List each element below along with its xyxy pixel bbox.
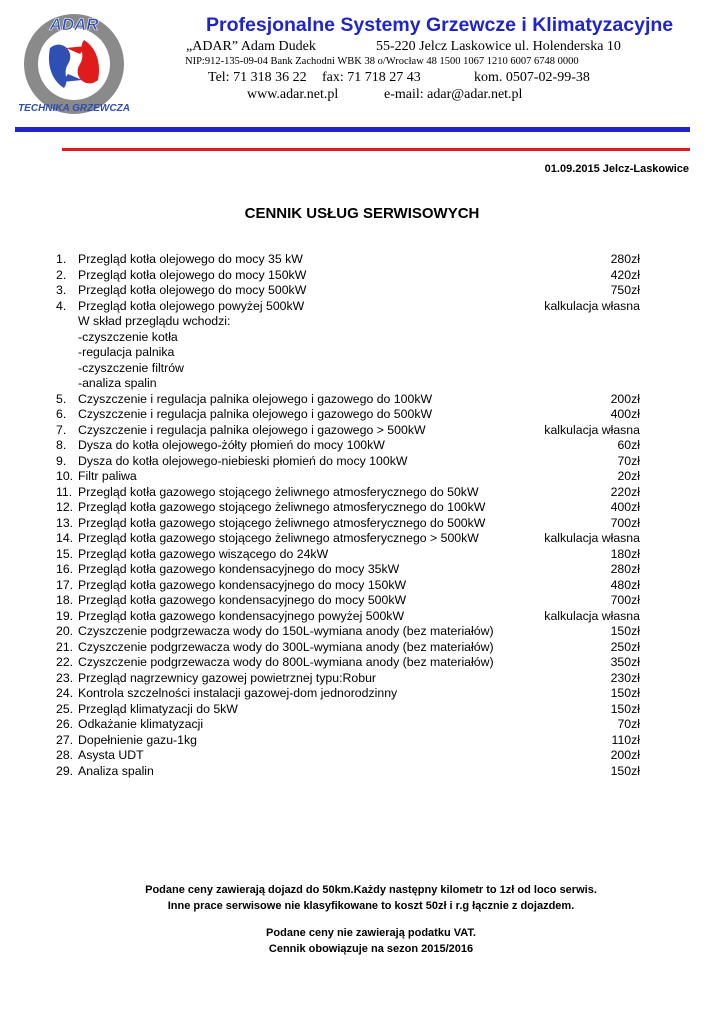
item-description: Przegląd kotła gazowego wiszącego do 24kW [78, 546, 329, 561]
item-description: Czyszczenie podgrzewacza wody do 300L-wymiana anody (bez materiałów) [78, 639, 494, 654]
item-description: Kontrola szczelności instalacji gazowej-dom jednorodzinny [78, 686, 398, 700]
note-line: Podane ceny zawierają dojazd do 50km.Każdy następny kilometr to 1zł od loco serwis. [145, 884, 597, 896]
item-price: 750zł [610, 283, 640, 297]
item-description: Przegląd kotła gazowego stojącego żeliwnego atmosferycznego do 100kW [78, 500, 486, 514]
company-address: 55-220 Jelcz Laskowice ul. Holenderska 10 [376, 39, 621, 54]
item-description: Przegląd kotła gazowego stojącego żeliwnego atmosferycznego do 500kW [78, 515, 486, 530]
company-title: Profesjonalne Systemy Grzewcze i Klimatyzacyjne [206, 14, 674, 36]
price-list-row [56, 423, 640, 439]
item-description: Czyszczenie podgrzewacza wody do 800L-wymiana anody (bez materiałów) [78, 655, 494, 669]
item-price: 700zł [610, 593, 640, 607]
price-list-row [56, 314, 640, 330]
item-price: 70zł [617, 717, 640, 731]
email-link[interactable]: e-mail: adar@adar.net.pl [384, 87, 523, 102]
price-list-row [56, 702, 640, 718]
item-description: Przegląd nagrzewnicy gazowej powietrznej typu:Robur [78, 670, 377, 685]
document-title: CENNIK USŁUG SERWISOWYCH [244, 205, 480, 222]
price-list-row [56, 655, 640, 671]
item-number: 12. [56, 500, 74, 514]
price-list-row [56, 733, 640, 749]
price-list-row [56, 624, 640, 640]
item-price: 400zł [610, 500, 640, 514]
item-number: 23. [56, 670, 74, 685]
item-number: 17. [56, 577, 74, 592]
item-description: Dysza do kotła olejowego-niebieski płomień do mocy 100kW [78, 453, 408, 468]
price-list-row [56, 376, 640, 392]
nip-bank-info: NIP:912-135-09-04 Bank Zachodni WBK 38 o/Wrocław 48 1500 1067 1210 6007 6748 0000 [185, 56, 579, 67]
fax-number: fax: 71 718 27 43 [322, 70, 421, 85]
price-list-row [56, 407, 640, 423]
price-list-row [56, 764, 640, 780]
item-description: Czyszczenie i regulacja palnika olejowego i gazowego > 500kW [78, 422, 426, 437]
price-list-row [56, 469, 640, 485]
item-description: Asysta UDT [78, 748, 144, 762]
item-number: 8. [56, 438, 67, 452]
price-list-row [56, 547, 640, 563]
item-description: Przegląd klimatyzacji do 5kW [78, 701, 238, 716]
price-list-row [56, 485, 640, 501]
item-number: 29. [56, 763, 74, 778]
price-list-row [56, 454, 640, 470]
header-divider-blue [15, 127, 690, 132]
item-description: Przegląd kotła olejowego powyżej 500kW [78, 298, 305, 313]
note-line: Inne prace serwisowe nie klasyfikowane to koszt 50zł i r.g łącznie z dojazdem. [167, 899, 575, 912]
price-list-row [56, 671, 640, 687]
price-list-row [56, 748, 640, 764]
logo-top-text: ADAR [49, 15, 99, 34]
item-description: Przegląd kotła gazowego kondensacyjnego do mocy 35kW [78, 562, 400, 576]
price-list-row [56, 299, 640, 315]
item-number: 4. [56, 298, 67, 313]
item-price: 280zł [610, 252, 640, 266]
item-number: 27. [56, 732, 74, 747]
item-number: 13. [56, 515, 74, 530]
price-list-row [56, 640, 640, 656]
firm-name: „ADAR” Adam Dudek [186, 39, 316, 54]
item-price: 230zł [610, 670, 640, 685]
item-description: Przegląd kotła gazowego stojącego żeliwnego atmosferycznego > 500kW [78, 531, 479, 545]
item-number: 28. [56, 748, 74, 762]
item-price: 150zł [610, 701, 640, 716]
item-number: 10. [56, 469, 74, 483]
item-price: 200zł [610, 391, 640, 406]
item-description: -analiza spalin [78, 376, 157, 390]
mobile-number: kom. 0507-02-99-38 [474, 70, 590, 85]
item-price: 220zł [610, 484, 640, 499]
item-price: 280zł [610, 562, 640, 576]
company-logo [10, 8, 138, 116]
item-description: Czyszczenie i regulacja palnika olejowego i gazowego do 100kW [78, 391, 433, 406]
item-description: Dysza do kotła olejowego-żółty płomień do mocy 100kW [78, 438, 385, 452]
price-list-row [56, 500, 640, 516]
phone-number: Tel: 71 318 36 22 [208, 70, 307, 85]
item-price: kalkulacja własna [544, 531, 640, 545]
item-description: -regulacja palnika [78, 345, 175, 359]
price-list-row [56, 252, 640, 268]
header-divider-red [62, 148, 690, 151]
price-list-row [56, 283, 640, 299]
logo-ring-text: TECHNIKA GRZEWCZA [18, 103, 130, 114]
item-price: 150zł [610, 763, 640, 778]
price-list-row [56, 717, 640, 733]
price-list-row [56, 330, 640, 346]
item-price: 350zł [610, 655, 640, 669]
item-price: kalkulacja własna [544, 422, 640, 437]
price-list-row [56, 392, 640, 408]
item-number: 15. [56, 546, 74, 561]
item-number: 18. [56, 593, 74, 607]
price-list-row [56, 578, 640, 594]
price-list-row [56, 562, 640, 578]
item-number: 7. [56, 422, 67, 437]
item-price: 70zł [617, 453, 640, 468]
item-description: Odkażanie klimatyzacji [78, 717, 204, 731]
item-number: 20. [56, 624, 74, 638]
item-number: 5. [56, 391, 67, 406]
item-number: 2. [56, 267, 67, 282]
price-list-row [56, 593, 640, 609]
item-price: 400zł [610, 407, 640, 421]
note-line: Podane ceny nie zawierają podatku VAT. [266, 927, 476, 939]
item-price: kalkulacja własna [544, 298, 640, 313]
price-list-row [56, 345, 640, 361]
item-description: W skład przeglądu wchodzi: [78, 314, 231, 328]
website-link[interactable]: www.adar.net.pl [247, 87, 339, 102]
item-price: 250zł [610, 639, 640, 654]
item-description: Filtr paliwa [78, 469, 137, 483]
item-description: Przegląd kotła gazowego kondensacyjnego do mocy 150kW [78, 577, 407, 592]
item-number: 22. [56, 655, 74, 669]
item-number: 16. [56, 562, 74, 576]
item-description: Przegląd kotła gazowego stojącego żeliwnego atmosferycznego do 50kW [78, 484, 479, 499]
price-list-row [56, 361, 640, 377]
item-description: Czyszczenie i regulacja palnika olejowego i gazowego do 500kW [78, 407, 433, 421]
item-description: Przegląd kotła gazowego kondensacyjnego do mocy 500kW [78, 593, 407, 607]
item-description: Przegląd kotła olejowego do mocy 500kW [78, 283, 307, 297]
item-price: 420zł [610, 267, 640, 282]
date-place: 01.09.2015 Jelcz-Laskowice [544, 163, 689, 175]
price-list-row [56, 531, 640, 547]
item-price: 150zł [610, 686, 640, 700]
item-price: 150zł [610, 624, 640, 638]
item-description: Przegląd kotła gazowego kondensacyjnego powyżej 500kW [78, 608, 405, 623]
item-price: 20zł [617, 469, 640, 483]
price-list [56, 252, 640, 779]
item-description: -czyszczenie kotła [78, 329, 178, 344]
item-number: 26. [56, 717, 74, 731]
item-price: 480zł [610, 577, 640, 592]
item-number: 3. [56, 283, 67, 297]
item-description: Analiza spalin [78, 763, 154, 778]
price-list-row [56, 268, 640, 284]
item-description: -czyszczenie filtrów [78, 360, 184, 375]
item-price: kalkulacja własna [544, 608, 640, 623]
item-price: 200zł [610, 748, 640, 762]
item-number: 1. [56, 252, 67, 266]
item-description: Dopełnienie gazu-1kg [78, 732, 197, 747]
item-description: Przegląd kotła olejowego do mocy 35 kW [78, 252, 303, 266]
item-number: 11. [56, 484, 73, 499]
item-price: 60zł [617, 438, 640, 452]
item-number: 24. [56, 686, 74, 700]
item-description: Czyszczenie podgrzewacza wody do 150L-wymiana anody (bez materiałów) [78, 624, 494, 638]
notes-block-1 [0, 883, 724, 914]
price-list-row [56, 516, 640, 532]
price-list-row [56, 609, 640, 625]
note-line: Cennik obowiązuje na sezon 2015/2016 [268, 942, 474, 955]
item-number: 6. [56, 407, 67, 421]
item-description: Przegląd kotła olejowego do mocy 150kW [78, 267, 307, 282]
item-number: 9. [56, 453, 67, 468]
item-number: 21. [56, 639, 74, 654]
price-list-row [56, 438, 640, 454]
item-price: 700zł [610, 515, 640, 530]
item-number: 19. [56, 608, 74, 623]
item-number: 25. [56, 701, 74, 716]
item-price: 110zł [611, 732, 640, 747]
item-number: 14. [56, 531, 74, 545]
price-list-row [56, 686, 640, 702]
item-price: 180zł [610, 546, 640, 561]
notes-block-2 [0, 926, 724, 957]
